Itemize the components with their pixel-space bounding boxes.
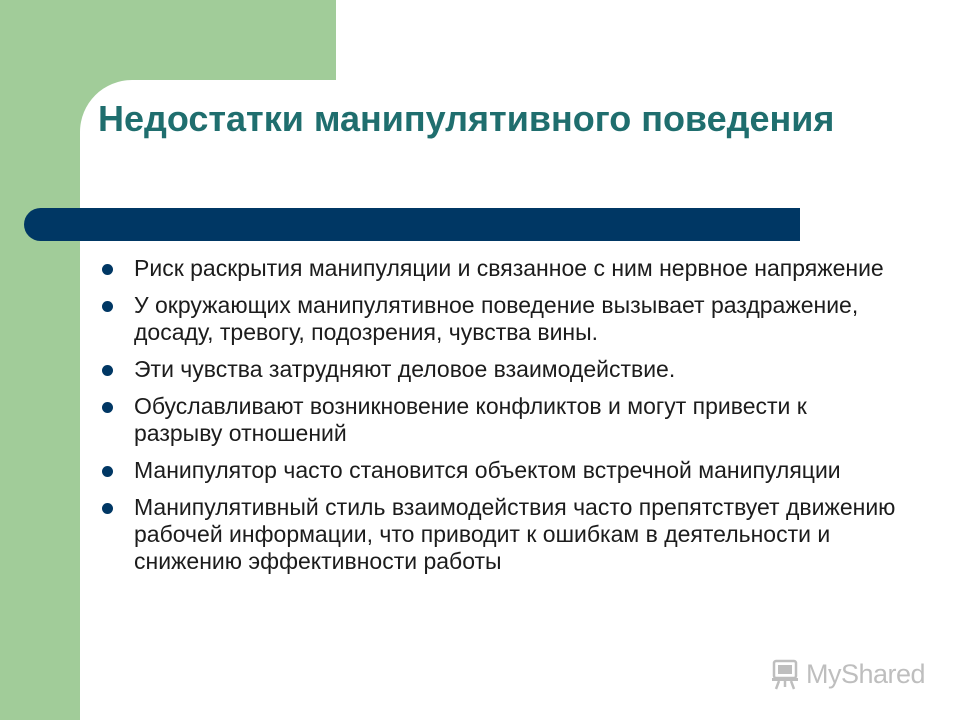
bullet-text: Эти чувства затрудняют деловое взаимодействие. (134, 356, 676, 382)
bullet-dot-icon (102, 365, 113, 376)
watermark-text: MyShared (806, 659, 926, 689)
watermark-logo (768, 656, 925, 692)
bullet-text: У окружающих манипулятивное поведение вызывает раздражение, досаду, тревогу, подозрения, чувства вины. (134, 292, 859, 345)
bullet-list (98, 255, 898, 585)
bullet-text: Манипулятор часто становится объектом встречной манипуляции (134, 457, 841, 483)
bullet-dot-icon (102, 466, 113, 477)
bullet-item (98, 255, 898, 282)
presentation-board-icon (768, 657, 802, 691)
bullet-item (98, 494, 898, 575)
bullet-text: Обуславливают возникновение конфликтов и могут привести к разрыву отношений (134, 393, 807, 446)
bullet-dot-icon (102, 503, 113, 514)
bullet-item (98, 356, 898, 383)
bullet-dot-icon (102, 264, 113, 275)
bullet-item (98, 457, 898, 484)
bullet-dot-icon (102, 402, 113, 413)
bullet-text: Манипулятивный стиль взаимодействия часто препятствует движению рабочей информации, что приводит к ошибкам в деятельности и снижению эффективности работы (134, 494, 896, 574)
slide-title: Недостатки манипулятивного поведения (98, 98, 835, 139)
bullet-dot-icon (102, 301, 113, 312)
bullet-item (98, 292, 898, 346)
bullet-item (98, 393, 898, 447)
title-underline-bar (24, 208, 800, 241)
bullet-text: Риск раскрытия манипуляции и связанное с ним нервное напряжение (134, 255, 884, 281)
